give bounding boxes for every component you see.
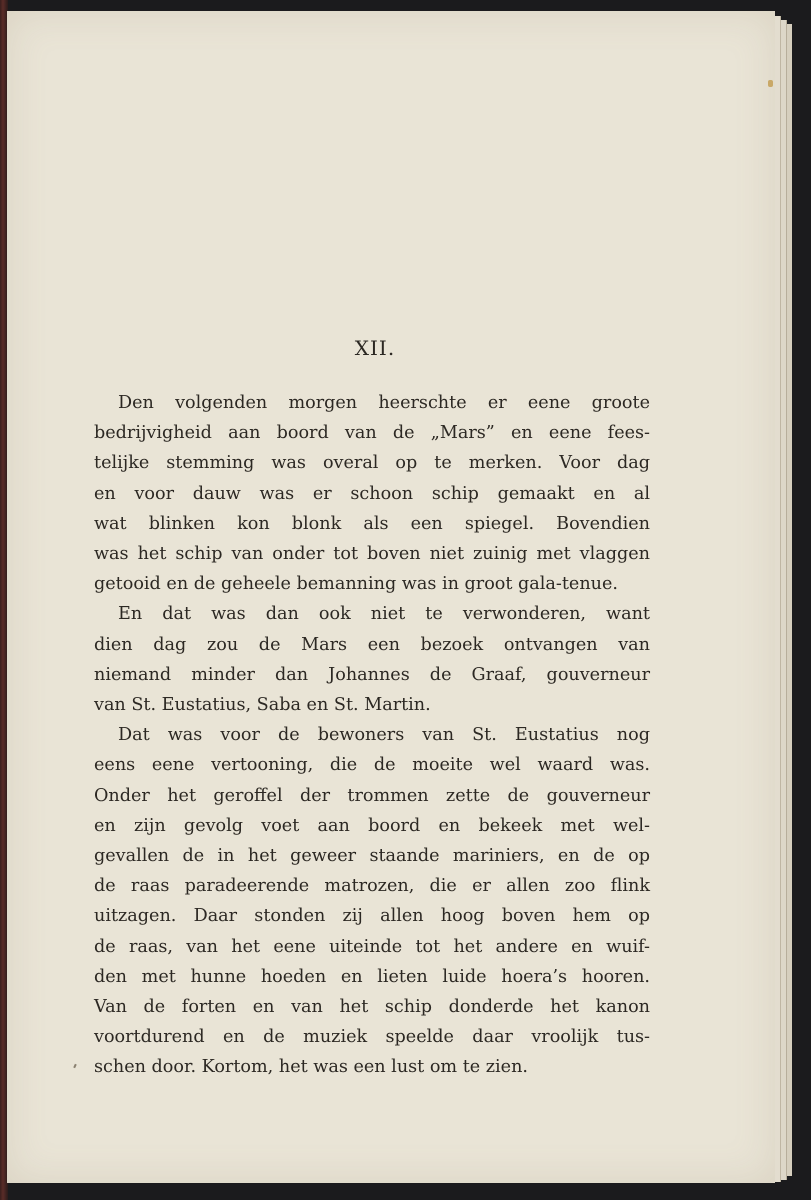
text-line: telijke stemming was overal op te merken. Voor dag <box>94 453 650 474</box>
text-line: den met hunne hoeden en lieten luide hoera’s hooren. <box>94 966 650 987</box>
page-text <box>94 336 650 1083</box>
text-line: was het schip van onder tot boven niet zuinig met vlaggen <box>94 544 650 565</box>
text-line: en zijn gevolg voet aan boord en bekeek met wel- <box>94 815 650 836</box>
text-line: van St. Eustatius, Saba en St. Martin. <box>94 695 431 716</box>
text-line: uitzagen. Daar stonden zij allen hoog boven hem op <box>94 906 650 927</box>
paragraph-3 <box>94 720 650 1082</box>
text-line: en voor dauw was er schoon schip gemaakt en al <box>94 483 650 504</box>
text-line: Den volgenden morgen heerschte er eene groote <box>118 393 650 413</box>
text-line: dien dag zou de Mars een bezoek ontvangen van <box>94 634 650 655</box>
text-line: getooid en de geheele bemanning was in groot gala-tenue. <box>94 574 618 595</box>
text-line: wat blinken kon blonk als een spiegel. Bovendien <box>94 513 650 534</box>
text-line: schen door. Kortom, het was een lust om te zien. <box>94 1057 529 1078</box>
text-line: Van de forten en van het schip donderde het kanon <box>94 997 650 1018</box>
chapter-heading: XII. <box>354 336 396 360</box>
paragraph-1 <box>94 388 650 599</box>
text-line: de raas, van het eene uiteinde tot het andere en wuif- <box>94 936 650 957</box>
text-line: voortdurend en de muziek speelde daar vroolijk tus- <box>94 1027 650 1048</box>
text-line: eens eene vertooning, die de moeite wel waard was. <box>94 755 650 776</box>
text-line: bedrijvigheid aan boord van de „Mars” en eene fees- <box>94 423 650 444</box>
text-line: Dat was voor de bewoners van St. Eustatius nog <box>118 725 650 746</box>
text-line: de raas paradeerende matrozen, die er allen zoo flink <box>94 876 650 897</box>
paragraph-2 <box>94 599 650 720</box>
page-edge <box>780 20 787 1180</box>
text-line: En dat was dan ook niet te verwonderen, want <box>118 604 650 625</box>
text-line: niemand minder dan Johannes de Graaf, gouverneur <box>94 664 650 685</box>
paper-stain <box>768 80 773 87</box>
page-edge <box>787 24 792 1176</box>
text-line: Onder het geroffel der trommen zette de gouverneur <box>94 785 650 806</box>
text-line: gevallen de in het geweer staande mariniers, en de op <box>94 846 650 867</box>
